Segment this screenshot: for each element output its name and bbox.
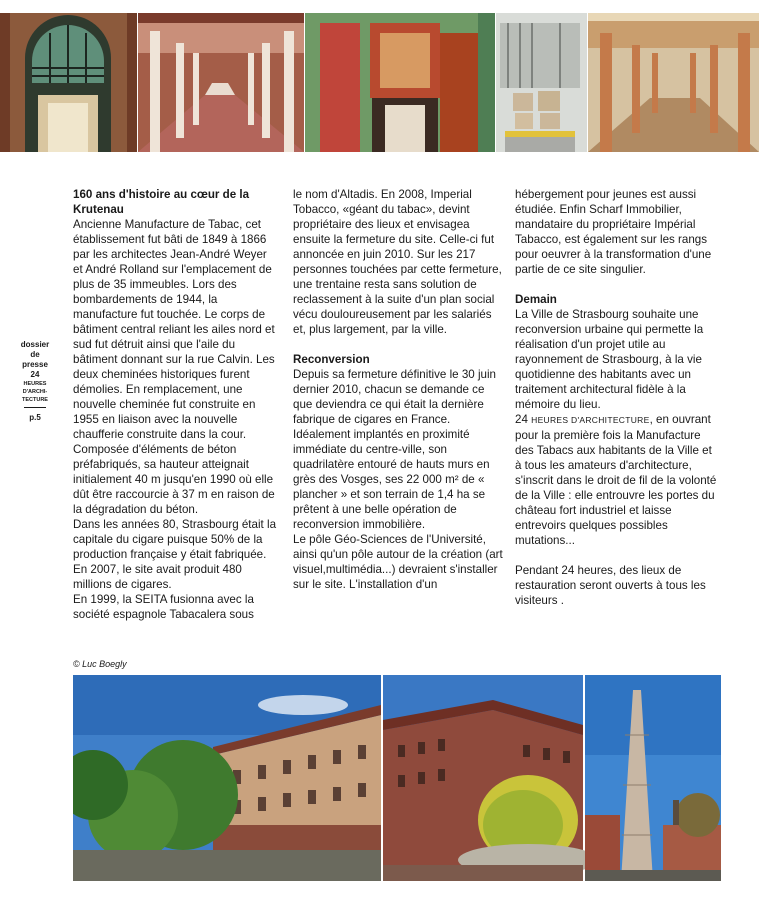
sidebar-line: dossier — [20, 340, 50, 349]
paragraph: le nom d'Altadis. En 2008, Imperial Tobacco, «géant du tabac», devint propriétaire des lieux et envisagea ensuite la fermeture du site. Celle-ci fut annoncée en juin 2010. Sur les 217 personnes touchées par cette fermeture, une trentaine resta sans solution de reclassement à la suite d'un plan social vécu douloureusement par les salariés et, plus largement, par la ville. — [293, 188, 502, 336]
exterior-photos — [73, 675, 721, 881]
page-number: p.5 — [29, 413, 41, 422]
article-column-1 — [73, 187, 279, 622]
paragraph — [515, 412, 720, 548]
sidebar-line: HEURES — [23, 381, 47, 387]
brand-name: HEURES D'ARCHITECTURE — [531, 415, 650, 425]
interior-photos — [0, 13, 759, 152]
photo-courtyard-building — [73, 675, 381, 881]
press-kit-sidebar — [14, 340, 56, 423]
paragraph: Depuis sa fermeture définitive le 30 juin dernier 2010, chacun se demande ce que deviendra ce qui était la dernière fabrique de cigares en France. — [293, 368, 496, 426]
paragraph: Dans les années 80, Strasbourg était la capitale du cigare puisque 50% de la production française y était fabriquée. En 2007, le site avait produit 480 millions de cigares. — [73, 518, 277, 591]
photo-brick-corner — [383, 675, 598, 881]
exterior-photo-strip — [73, 675, 721, 881]
brand-number: 24 — [515, 413, 528, 426]
sidebar-line: TECTURE — [22, 397, 48, 403]
paragraph: Idéalement implantés en proximité immédiate du centre-ville, son quadrilatère entouré de hauts murs en grès des Vosges, ses 22 000 m² de « plancher » et son terrain de 1,4 ha se prêtent à une belle opération de reconversion immobilière. — [293, 428, 490, 531]
sidebar-line: 24 — [30, 370, 40, 379]
sidebar-line: de — [30, 350, 40, 359]
section-heading-history: 160 ans d'histoire au cœur de la Krutenau — [73, 188, 250, 216]
sidebar-divider — [24, 407, 46, 408]
sidebar-line: D'ARCHI- — [22, 389, 48, 395]
section-heading-demain: Demain — [515, 293, 557, 306]
paragraph: La Ville de Strasbourg souhaite une reconversion urbaine qui permette la réalisation d'un projet utile au rayonnement de Strasbourg, à la vie quotidienne des habitants avec un traitement architectural fidèle à la mémoire du lieu. — [515, 308, 704, 411]
photo-electrical-boxes — [496, 13, 587, 152]
photo-chimney — [585, 675, 721, 881]
photo-arched-window — [0, 13, 137, 152]
photo-red-door — [305, 13, 495, 152]
paragraph: Le pôle Géo-Sciences de l'Université, ainsi qu'un pôle autour de la création (art visuel,multimédia...) devraient s'installer sur le site. L'installation d'un — [293, 533, 503, 591]
paragraph: Ancienne Manufacture de Tabac, cet établissement fut bâti de 1849 à 1866 par les architectes Jean-André Weyer et André Rolland sur l'emplacement de plus de 35 immeubles. Lors des bombardements de 1944, la manufacture fut touchée. Le corps de bâtiment central reliant les ailes nord et sud fut détruit ainsi que l'aile du bâtiment donnant sur la rue Calvin. Les deux cheminées historiques furent démolies. En remplacement, une nouvelle cheminée fut construite en 1955 en liaison avec la nouvelle chaufferie construite dans la cour. Composée d'éléments de béton préfabriqués, sa hauteur atteignait initialement 40 m jusqu'en 1990 où elle dût être raccourcie à 37 m en raison de la dégradation du béton. — [73, 218, 275, 516]
paragraph: Pendant 24 heures, des lieux de restauration seront ouverts à tous les visiteurs . — [515, 564, 706, 607]
section-heading-reconversion: Reconversion — [293, 353, 370, 366]
interior-photo-strip — [0, 13, 759, 152]
paragraph: En 1999, la SEITA fusionna avec la société espagnole Tabacalera sous — [73, 593, 254, 621]
sidebar-line: presse — [22, 360, 48, 369]
article-column-3 — [515, 187, 720, 608]
paragraph-rest: , en ouvrant pour la première fois la Manufacture des Tabacs aux habitants de la Ville et à tous les amateurs d'architecture, s'inscrit dans le droit de fil de la volonté de la Ville : elle entrouvre les portes du château fort industriel et laisse entrevoirs quelques possibles mutations... — [515, 413, 717, 547]
paragraph: hébergement pour jeunes est aussi étudiée. Enfin Scharf Immobilier, mandataire du propriétaire Impérial Tabacco, est également sur les rangs pour oeuvrer à la transformation d'une partie de ce site singulier. — [515, 188, 712, 276]
photo-columned-hall — [588, 13, 759, 152]
photo-credit: © Luc Boegly — [73, 659, 127, 669]
photo-long-hall — [138, 13, 304, 152]
article-column-2 — [293, 187, 503, 592]
